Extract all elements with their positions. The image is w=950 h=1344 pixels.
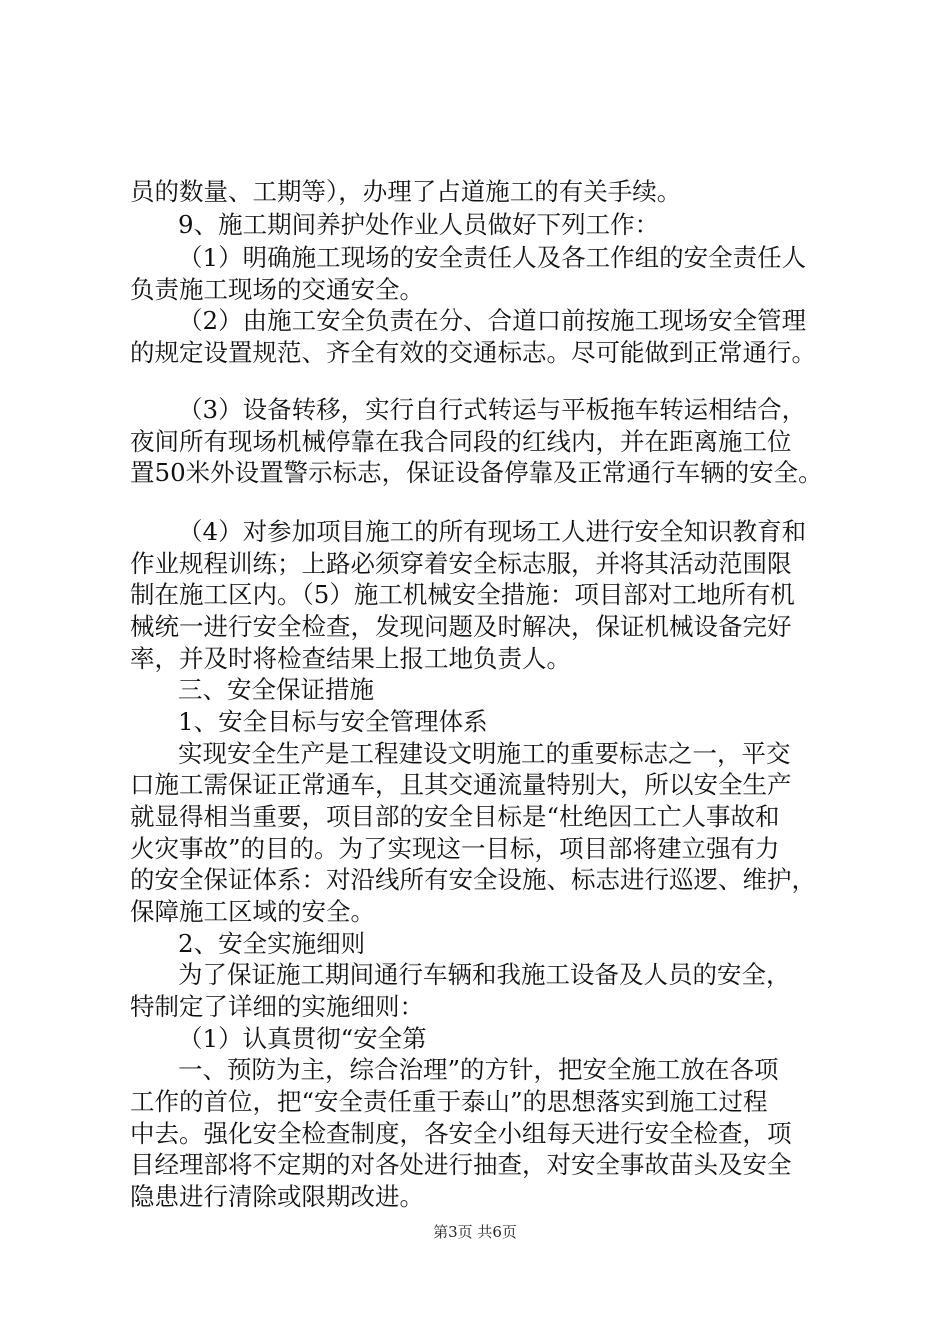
body-line: 火灾事故”的目的。为了实现这一目标，项目部将建立强有力 — [130, 834, 780, 863]
body-line: 中去。强化安全检查制度，各安全小组每天进行安全检查，项 — [130, 1119, 792, 1148]
body-line: 为了保证施工期间通行车辆和我施工设备及人员的安全， — [178, 960, 791, 989]
body-line: 制在施工区内。（5）施工机械安全措施：项目部对工地所有机 — [130, 580, 795, 609]
body-line: 工作的首位，把“安全责任重于泰山”的思想落实到施工过程 — [130, 1087, 768, 1116]
body-line: 目经理部将不定期的对各处进行抽查，对安全事故苗头及安全 — [130, 1150, 792, 1179]
body-line: 夜间所有现场机械停靠在我合同段的红线内，并在距离施工位 — [130, 427, 792, 456]
subsection-heading: 2、安全实施细则 — [178, 929, 366, 958]
body-line: 就显得相当重要，项目部的安全目标是“杜绝因工亡人事故和 — [130, 802, 780, 831]
subsection-heading: 1、安全目标与安全管理体系 — [178, 707, 488, 736]
body-line: （4）对参加项目施工的所有现场工人进行安全知识教育和 — [178, 517, 807, 546]
body-line: 的安全保证体系：对沿线所有安全设施、标志进行巡逻、维护， — [130, 865, 816, 894]
body-line: 实现安全生产是工程建设文明施工的重要标志之一，平交 — [178, 739, 791, 768]
body-line: 负责施工现场的交通安全。 — [130, 275, 424, 304]
body-line: 置50米外设置警示标志，保证设备停靠及正常通行车辆的安全。 — [130, 458, 823, 487]
body-line: 械统一进行安全检查，发现问题及时解决，保证机械设备完好 — [130, 612, 792, 641]
body-line: （3）设备转移，实行自行式转运与平板拖车转运相结合， — [178, 395, 807, 424]
body-line: （2）由施工安全负责在分、合道口前按施工现场安全管理 — [178, 306, 807, 335]
section-heading: 三、安全保证措施 — [178, 675, 374, 704]
page-number-footer: 第3页 共6页 — [433, 1223, 517, 1241]
body-line: 保障施工区域的安全。 — [130, 897, 375, 926]
body-line: 率，并及时将检查结果上报工地负责人。 — [130, 644, 571, 673]
body-line: 员的数量、工期等），办理了占道施工的有关手续。 — [130, 177, 682, 206]
body-line: （1）认真贯彻“安全第 — [178, 1024, 427, 1053]
body-line: 隐患进行清除或限期改进。 — [130, 1182, 424, 1211]
body-line: 9、施工期间养护处作业人员做好下列工作： — [178, 210, 660, 239]
body-line: （1）明确施工现场的安全责任人及各工作组的安全责任人 — [178, 243, 807, 272]
body-line: 口施工需保证正常通车，且其交通流量特别大，所以安全生产 — [130, 770, 792, 799]
body-line: 作业规程训练；上路必须穿着安全标志服，并将其活动范围限 — [130, 549, 792, 578]
body-line: 特制定了详细的实施细则： — [130, 992, 424, 1021]
body-line: 一、预防为主，综合治理”的方针，把安全施工放在各项 — [178, 1055, 779, 1084]
body-line: 的规定设置规范、齐全有效的交通标志。尽可能做到正常通行。 — [130, 338, 816, 367]
